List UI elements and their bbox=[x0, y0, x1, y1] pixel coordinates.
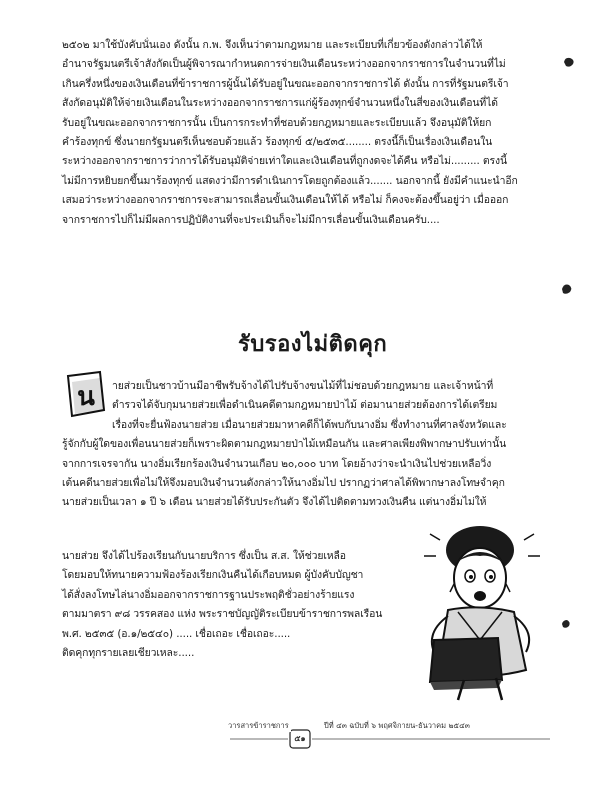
text-line: จากราชการไปก็ไม่มีผลการปฏิบัติงานที่จะประเมินก็จะไม่มีการเลื่อนขั้นเงินเดือนครับ.... bbox=[62, 213, 440, 226]
article-body bbox=[62, 377, 557, 513]
text-line: ไม่มีการหยิบยกขึ้นมาร้องทุกข์ แสดงว่ามีการดำเนินการโดยถูกต้องแล้ว....... นอกจากนี้ ยังมีคำแนะนำอีก bbox=[62, 174, 518, 187]
text-line: นายส่วย จึงได้ไปร้องเรียนกับนายบริการ ซึ่งเป็น ส.ส. ให้ช่วยเหลือ bbox=[62, 550, 346, 562]
article-heading: รับรองไม่ติดคุก bbox=[238, 332, 388, 357]
text-line: โดยมอบให้ทนายความฟ้องร้องเรียกเงินคืนได้เกือบหมด ผู้บังคับบัญชา bbox=[62, 569, 364, 582]
text-line: เสมอว่าระหว่างออกจากราชการจะสามารถเลื่อนขั้นเงินเดือนให้ได้ หรือไม่ ก็คงจะต้องขึ้นอยู่ว่า เมื่อออก bbox=[62, 194, 509, 207]
text-line: เรื่องที่จะยื่นฟ้องนายส่วย เมื่อนายส่วยมาหาคดีก็ได้พบกับนางอิ่ม ซึ่งทำงานที่ศาลจังหวัดและ bbox=[112, 418, 507, 431]
text-line: ตำรวจได้จับกุมนายส่วยเพื่อดำเนินคดีตามกฎหมายป่าไม้ ต่อมานายส่วยต้องการได้เตรียม bbox=[112, 399, 498, 412]
footer-issue-info: ปีที่ ๔๓ ฉบับที่ ๖ พฤศจิกายน-ธันวาคม ๒๕๔๓ bbox=[324, 721, 470, 730]
text-line: สังกัดอนุมัติให้จ่ายเงินเดือนในระหว่างออกจากราชการแก่ผู้ร้องทุกข์จำนวนหนึ่งในสี่ของเงินเดือนที่ได้ bbox=[62, 97, 498, 110]
text-line: พ.ศ. ๒๕๓๕ (อ.๑/๒๕๔๐) ..... เชื่อเถอะ เชื่อเถอะ..... bbox=[62, 627, 291, 640]
text-line: จากการเจรจากัน นางอิ่มเรียกร้องเงินจำนวนเกือบ ๒๐,๐๐๐ บาท โดยอ้างว่าจะนำเงินไปช่วยเหลือวิ่ง bbox=[62, 457, 492, 470]
ink-blot-icon bbox=[560, 618, 572, 630]
text-line: เต้นคดีนายส่วยเพื่อไม่ให้จึงมอบเงินจำนวนดังกล่าวให้นางอิ่มไป ปรากฏว่าศาลได้พิพากษาลงโทษจำคุก bbox=[62, 477, 505, 490]
text-line: ได้สั่งลงโทษไล่นางอิ่มออกจากราชการฐานประพฤติชั่วอย่างร้ายแรง bbox=[62, 588, 355, 601]
cartoon-woman-illustration bbox=[330, 520, 560, 705]
text-line: รู้จักกับผู้ใดของเพื่อนนายส่วยก็เพราะผิดตามกฎหมายป่าไม้เหมือนกัน และศาลเพียงพิพากษาปรับเท่านั้น bbox=[62, 438, 507, 451]
text-line: อำนาจรัฐมนตรีเจ้าสังกัดเป็นผู้พิจารณากำหนดการจ่ายเงินเดือนระหว่างออกจากราชการในจำนวนที่ไม่ bbox=[62, 58, 506, 71]
ink-blot-icon bbox=[560, 282, 574, 296]
text-line: คำร้องทุกข์ ซึ่งนายกรัฐมนตรีเห็นชอบด้วยแล้ว ร้องทุกข์ ๕/๒๕๓๕........ ตรงนี้ก็เป็นเรื่องเงินเดือนใน bbox=[62, 136, 493, 149]
footer-journal-name: วารสารข้าราชการ bbox=[228, 721, 289, 730]
page-number: ๕๑ bbox=[294, 734, 306, 743]
text-line: นายส่วยเป็นเวลา ๑ ปี ๖ เดือน นายส่วยได้รับประกันตัว จึงได้ไปติดตามทวงเงินคืน แต่นางอิ่มไม่ให้ bbox=[62, 496, 487, 509]
text-line: ตามมาตรา ๙๘ วรรคสอง แห่ง พระราชบัญญัติระเบียบข้าราชการพลเรือน bbox=[62, 608, 383, 621]
svg-text:น: น bbox=[77, 382, 95, 412]
ink-blot-icon bbox=[562, 56, 576, 68]
text-line: ติดคุกทุกรายเลยเชียวเหละ..... bbox=[62, 647, 195, 660]
text-line: รับอยู่ในขณะออกจากราชการนั้น เป็นการกระทำที่ชอบด้วยกฎหมายและระเบียบแล้ว จึงอนุมัติให้ยก bbox=[62, 116, 492, 129]
text-line: ๒๕๐๒ มาใช้บังคับนั่นเอง ดังนั้น ก.พ. จึงเห็นว่าตามกฎหมาย และระเบียบที่เกี่ยวข้องดังกล่าวได้ให้ bbox=[62, 39, 483, 51]
page-footer bbox=[228, 721, 550, 750]
article-continuation bbox=[62, 36, 557, 230]
text-line: เกินครึ่งหนึ่งของเงินเดือนที่ข้าราชการผู้นั้นได้รับอยู่ในขณะออกจากราชการได้ ดังนั้น การที่รัฐมนตรีเจ้า bbox=[62, 77, 509, 90]
text-line: ายส่วยเป็นชาวบ้านมีอาชีพรับจ้างได้ไปรับจ้างขนไม้ที่ไม่ชอบด้วยกฎหมาย และเจ้าหน้าที่ bbox=[112, 380, 494, 392]
article-body-continued bbox=[62, 547, 383, 663]
text-line: ระหว่างออกจากราชการว่าการได้รับอนุมัติจ่ายเท่าใดและเงินเดือนที่ถูกงดจะได้คืน หรือไม่......... ตรงนี้ bbox=[62, 155, 507, 168]
